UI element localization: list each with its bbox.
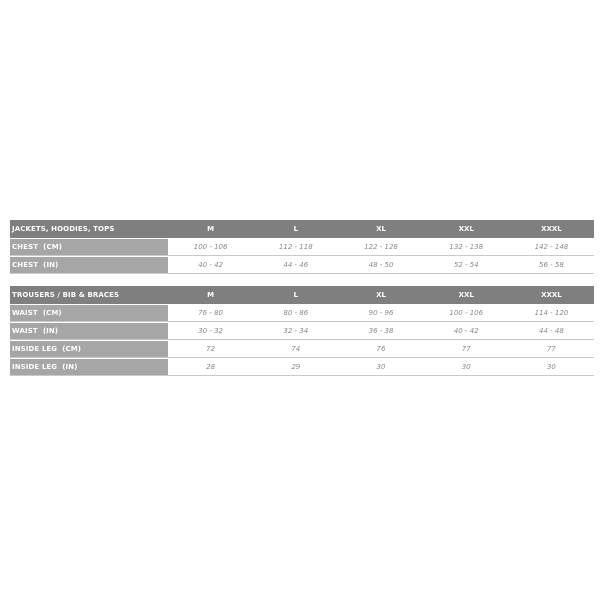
row-label: WAIST (IN) (10, 323, 168, 339)
table-row (10, 257, 594, 274)
size-value: 30 (461, 363, 471, 371)
size-value: 48 - 50 (368, 261, 394, 269)
size-header: XXXL (541, 225, 562, 233)
row-label: INSIDE LEG (IN) (10, 359, 168, 375)
size-value: 100 - 106 (449, 309, 484, 317)
size-value: 36 - 38 (368, 327, 394, 335)
size-value: 77 (461, 345, 471, 353)
size-header: M (207, 225, 215, 233)
size-value: 30 - 32 (198, 327, 223, 335)
size-value: 142 - 148 (534, 243, 569, 251)
row-label: WAIST (CM) (10, 305, 168, 321)
size-value: 28 (206, 363, 216, 371)
size-value: 77 (546, 345, 556, 353)
row-label: CHEST (CM) (10, 239, 168, 255)
size-value: 114 - 120 (534, 309, 569, 317)
row-label: CHEST (IN) (10, 257, 168, 273)
size-value: 74 (291, 345, 301, 353)
row-label: INSIDE LEG (CM) (10, 341, 168, 357)
table-heading: JACKETS, HOODIES, TOPS (12, 225, 115, 233)
size-value: 40 - 42 (198, 261, 223, 269)
size-value: 100 - 106 (193, 243, 228, 251)
table-heading: TROUSERS / BIB & BRACES (12, 291, 120, 299)
size-value: 80 - 86 (283, 309, 309, 317)
table-row (10, 341, 594, 358)
size-header: XXL (458, 291, 474, 299)
table-row (10, 239, 594, 256)
size-header: L (293, 291, 299, 299)
size-value: 32 - 34 (283, 327, 309, 335)
size-header: XXL (458, 225, 474, 233)
size-value: 90 - 96 (368, 309, 394, 317)
trousers-size-table (10, 286, 594, 376)
size-header: M (207, 291, 215, 299)
size-value: 72 (206, 345, 216, 353)
table-row (10, 359, 594, 376)
jackets-size-table (10, 220, 594, 274)
table-row (10, 323, 594, 340)
size-value: 40 - 42 (453, 327, 479, 335)
table-header-row (10, 286, 594, 304)
size-value: 76 - 80 (198, 309, 223, 317)
table-header-row (10, 220, 594, 238)
size-value: 76 (376, 345, 386, 353)
size-value: 122 - 128 (364, 243, 398, 251)
table-row (10, 305, 594, 322)
size-value: 52 - 54 (453, 261, 479, 269)
size-value: 44 - 46 (283, 261, 309, 269)
size-header: XL (376, 291, 386, 299)
size-header: XL (376, 225, 386, 233)
size-value: 44 - 48 (539, 327, 564, 335)
size-value: 112 - 118 (278, 243, 313, 251)
size-value: 30 (376, 363, 386, 371)
size-value: 29 (291, 363, 301, 371)
size-header: L (293, 225, 299, 233)
size-value: 132 - 138 (449, 243, 484, 251)
size-header: XXXL (541, 291, 562, 299)
size-value: 56 - 58 (539, 261, 564, 269)
size-value: 30 (546, 363, 556, 371)
